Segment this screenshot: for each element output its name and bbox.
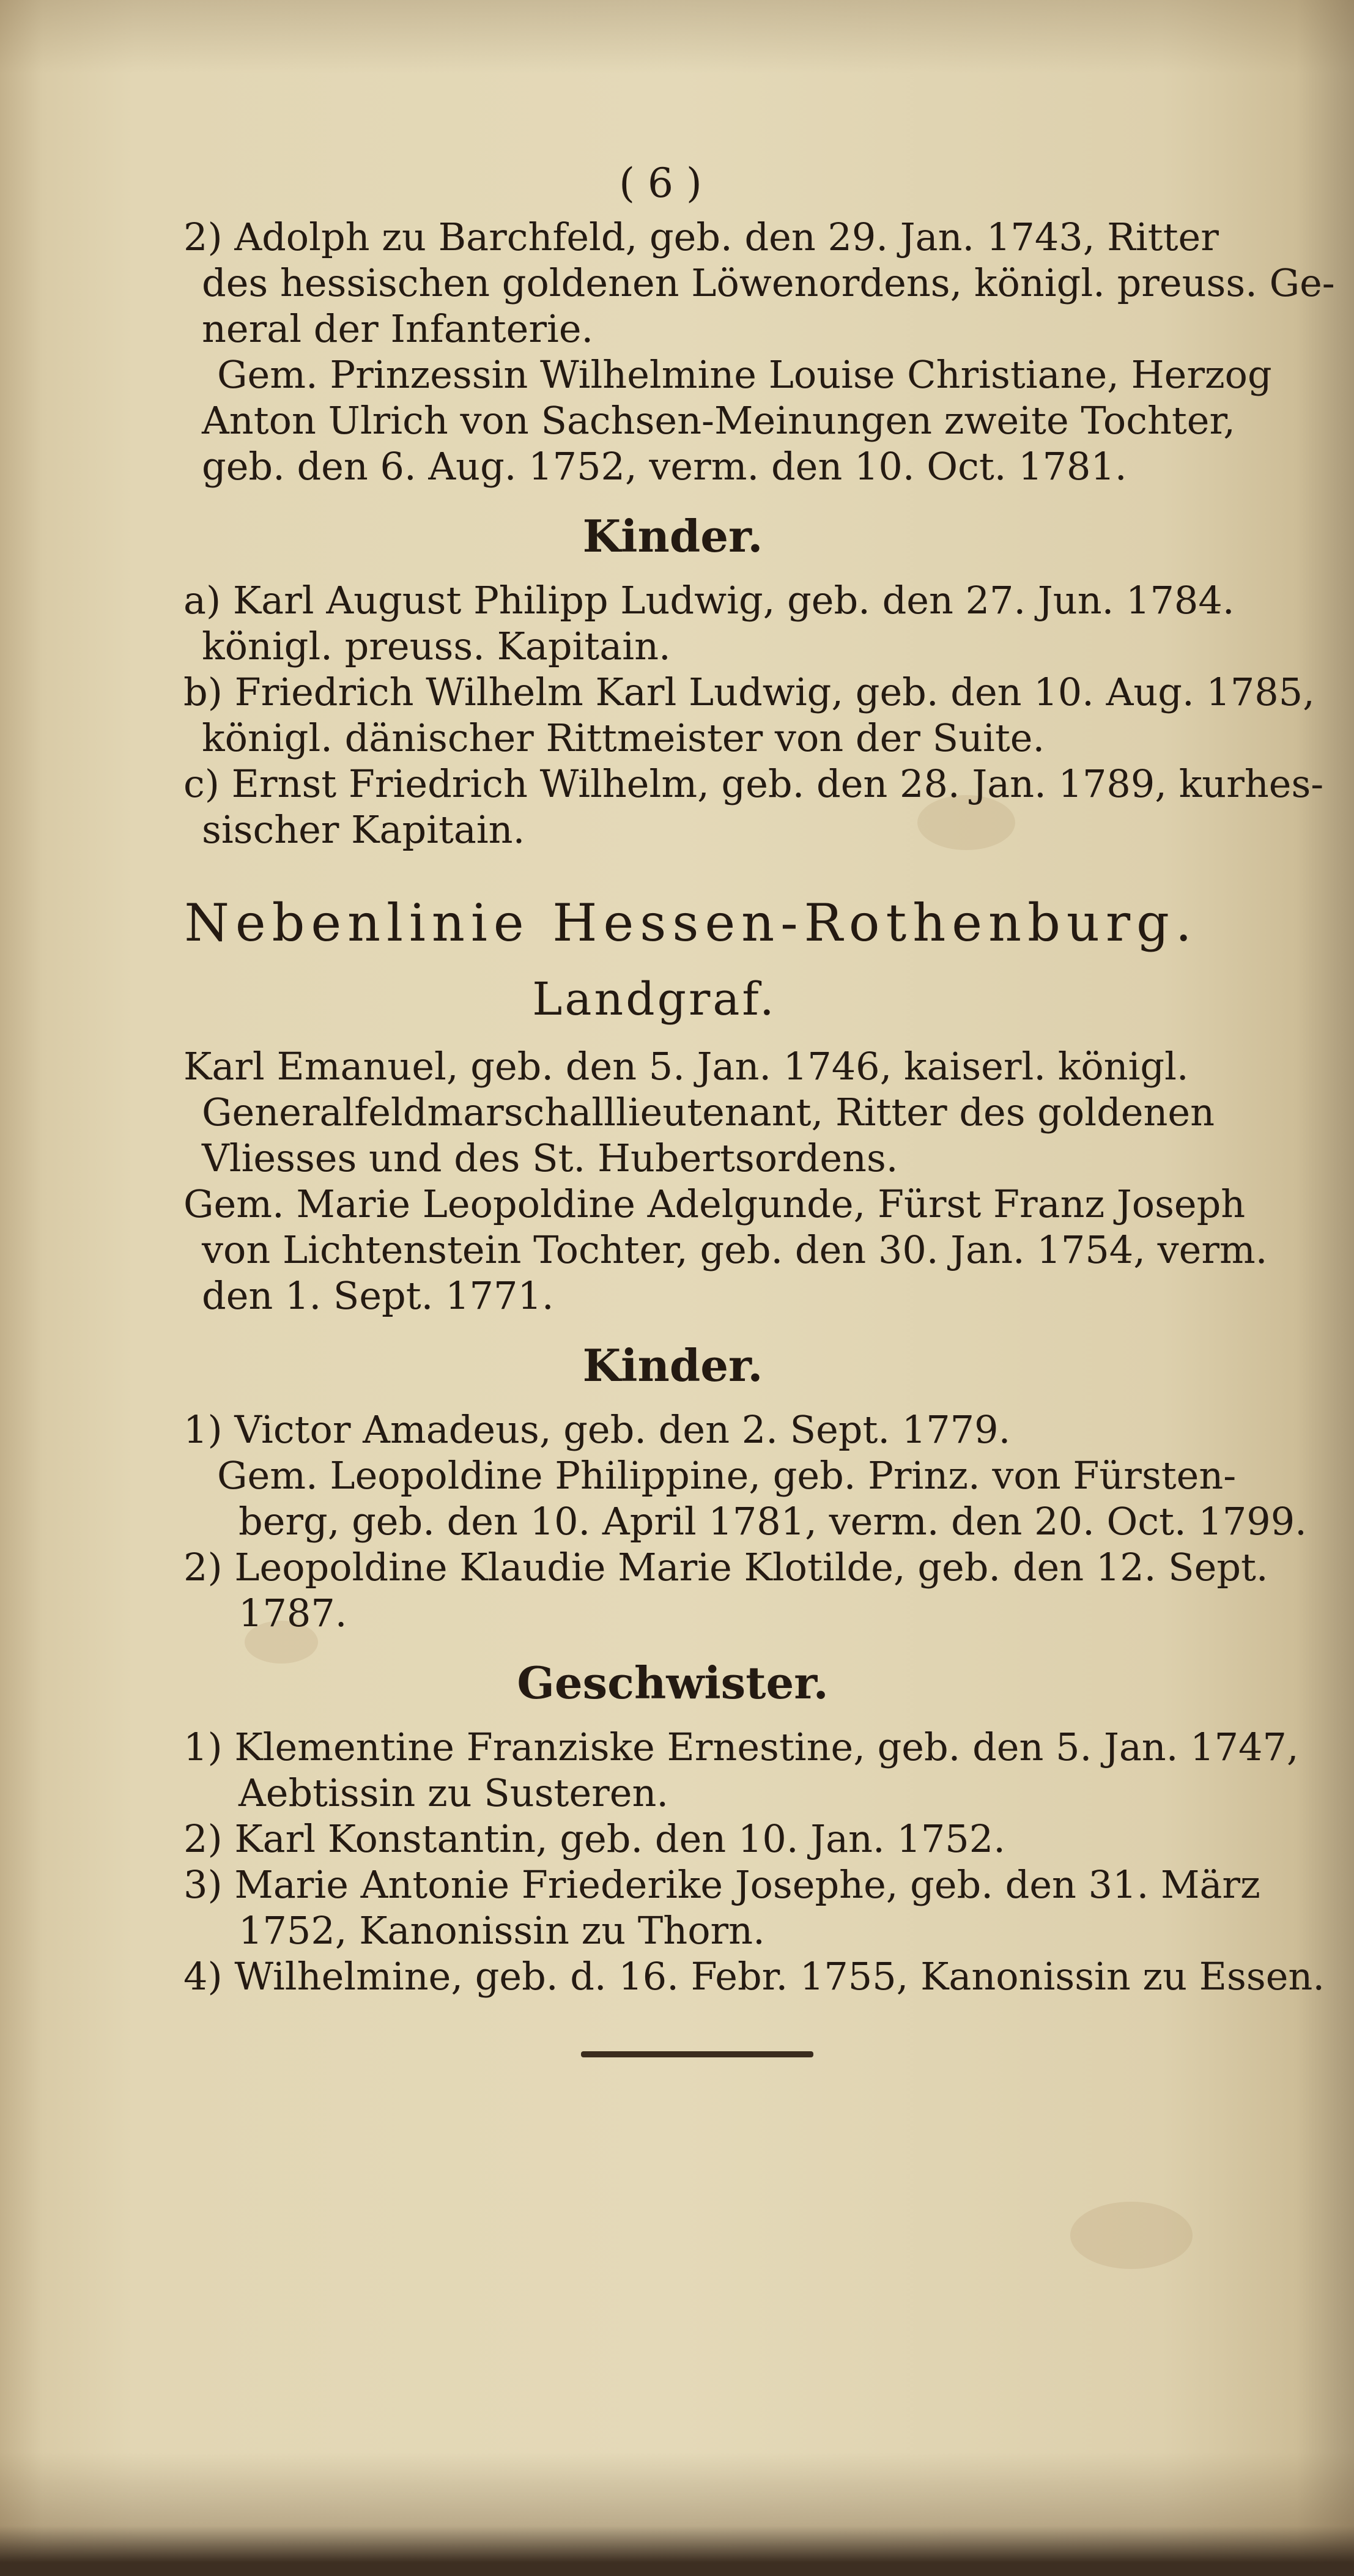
text-line: des hessischen goldenen Löwenordens, königl. preuss. Ge-	[202, 261, 1335, 305]
heading-landgraf: Landgraf.	[532, 973, 777, 1026]
text-line: 2) Adolph zu Barchfeld, geb. den 29. Jan. 1743, Ritter	[183, 215, 1219, 259]
page-bottom-edge	[0, 2452, 1354, 2576]
text-line: Vliesses und des St. Hubertsordens.	[202, 1136, 898, 1180]
list-item: 2) Leopoldine Klaudie Marie Klotilde, geb. den 12. Sept.	[183, 1545, 1268, 1590]
list-item-continued: berg, geb. den 10. April 1781, verm. den 20. Oct. 1799.	[239, 1499, 1307, 1544]
list-item-continued: Gem. Leopoldine Philippine, geb. Prinz. von Fürsten-	[217, 1453, 1237, 1498]
list-item: 4) Wilhelmine, geb. d. 16. Febr. 1755, Kanonissin zu Essen.	[183, 1954, 1325, 1999]
text-line: Anton Ulrich von Sachsen-Meinungen zweite Tochter,	[202, 398, 1236, 443]
list-item: c) Ernst Friedrich Wilhelm, geb. den 28. Jan. 1789, kurhes-	[183, 761, 1324, 806]
list-item-continued: Aebtissin zu Susteren.	[239, 1771, 669, 1815]
heading-nebenlinie: Nebenlinie Hessen-Rothenburg.	[184, 893, 1198, 953]
page-text	[183, 153, 1335, 1999]
list-item: 1) Klementine Franziske Ernestine, geb. den 5. Jan. 1747,	[183, 1725, 1299, 1769]
list-item-continued: königl. dänischer Rittmeister von der Suite.	[202, 716, 1045, 760]
page-top-shading	[0, 0, 1354, 73]
paper-stain	[1070, 2202, 1193, 2269]
heading-kinder: Kinder.	[582, 1339, 763, 1391]
page-number: ( 6 )	[619, 160, 702, 207]
list-kinder	[183, 1407, 1307, 1636]
end-rule	[581, 2051, 813, 2057]
list-item: 1) Victor Amadeus, geb. den 2. Sept. 1779.	[183, 1407, 1011, 1452]
list-item: 2) Karl Konstantin, geb. den 10. Jan. 1752.	[183, 1816, 1005, 1861]
entry-adolph	[183, 214, 1335, 489]
list-kinder	[183, 577, 1324, 853]
entry-karl-emanuel	[183, 1043, 1268, 1319]
text-line: geb. den 6. Aug. 1752, verm. den 10. Oct. 1781.	[202, 444, 1127, 489]
list-geschwister	[183, 1724, 1325, 1999]
text-line: neral der Infanterie.	[202, 306, 594, 351]
list-item-continued: 1752, Kanonissin zu Thorn.	[239, 1908, 765, 1953]
text-line: den 1. Sept. 1771.	[202, 1273, 554, 1318]
text-line: Karl Emanuel, geb. den 5. Jan. 1746, kaiserl. königl.	[183, 1044, 1189, 1089]
text-line: Generalfeldmarschalllieutenant, Ritter des goldenen	[202, 1090, 1215, 1134]
list-item: 3) Marie Antonie Friederike Josephe, geb. den 31. März	[183, 1862, 1260, 1907]
heading-kinder: Kinder.	[582, 510, 763, 562]
list-item-continued: 1787.	[239, 1591, 347, 1635]
list-item-continued: sischer Kapitain.	[202, 807, 525, 852]
list-item: a) Karl August Philipp Ludwig, geb. den 27. Jun. 1784.	[183, 578, 1235, 623]
list-item: b) Friedrich Wilhelm Karl Ludwig, geb. den 10. Aug. 1785,	[183, 670, 1315, 714]
text-line: von Lichtenstein Tochter, geb. den 30. Jan. 1754, verm.	[202, 1227, 1268, 1272]
heading-geschwister: Geschwister.	[517, 1657, 829, 1709]
text-line: Gem. Marie Leopoldine Adelgunde, Fürst Franz Joseph	[183, 1182, 1246, 1226]
text-line: Gem. Prinzessin Wilhelmine Louise Christiane, Herzog	[217, 352, 1272, 397]
list-item-continued: königl. preuss. Kapitain.	[202, 624, 671, 668]
